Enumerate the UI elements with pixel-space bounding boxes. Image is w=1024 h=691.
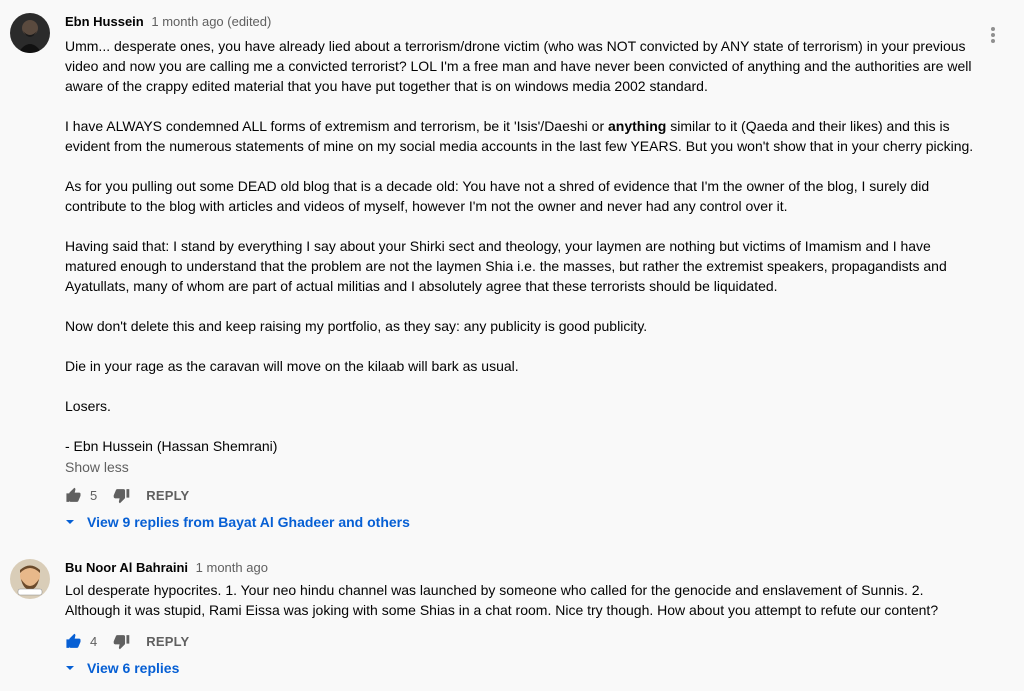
comment-paragraph: Losers. [65,398,111,414]
comment-paragraph: Having said that: I stand by everything I say about your Shirki sect and theology, your laymen are nothing but victims of Imamism and I have matured enough to understand that the problem are not the laymen Shia i.e. the masses, but rather the extremist speakers, propagandists and Ayatullats, many of whom are part of actual militias and I absolutely agree that these terrorists should be liquidated. [65,238,947,294]
thumb-down-icon[interactable] [113,633,130,650]
thumb-up-icon[interactable] [65,487,82,504]
comment-paragraph: As for you pulling out some DEAD old blog that is a decade old: You have not a shred of evidence that I'm the owner of the blog, I surely did contribute to the blog with articles and videos of myself, however I'm not the owner and never had any control over it. [65,178,930,214]
view-replies-button[interactable] [65,660,179,676]
comment-paragraph: Lol desperate hypocrites. 1. Your neo hindu channel was launched by someone who called for the genocide and enslavement of Sunnis. 2. Although it was stupid, Rami Eissa was joking with some Shias in a chat room. Nice try though. How about you attempt to refute our content? [65,582,939,618]
thumb-down-icon[interactable] [113,487,130,504]
comment-body [65,36,980,456]
chevron-down-icon [65,663,75,673]
view-replies-label: View 9 replies from Bayat Al Ghadeer and others [87,514,410,530]
comment-paragraph: Now don't delete this and keep raising my portfolio, as they say: any publicity is good publicity. [65,318,648,334]
comment-paragraph: I have ALWAYS condemned ALL forms of extremism and terrorism, be it 'Isis'/Daeshi or anything similar to it (Qaeda and their likes) and this is evident from the numerous statements of mine on my social media accounts in the last few YEARS. But you won't show that in your cherry picking. [65,118,974,154]
reply-button[interactable]: REPLY [146,487,190,503]
comment-timestamp[interactable]: 1 month ago [195,560,268,575]
comment-actions [65,485,189,505]
show-less-button[interactable]: Show less [65,459,129,475]
comment-paragraph: - Ebn Hussein (Hassan Shemrani) [65,438,278,454]
thumb-up-icon[interactable] [65,633,82,650]
reply-button[interactable]: REPLY [146,633,190,649]
avatar[interactable] [10,559,50,599]
chevron-down-icon [65,517,75,527]
view-replies-button[interactable] [65,514,410,530]
comment-timestamp[interactable]: 1 month ago (edited) [151,14,272,29]
like-count: 5 [90,487,98,503]
more-vertical-icon[interactable] [988,25,998,45]
comment-actions [65,631,189,651]
avatar[interactable] [10,13,50,53]
comment-author[interactable]: Ebn Hussein [65,14,144,29]
view-replies-label: View 6 replies [87,660,180,676]
like-count: 4 [90,633,98,649]
comment-body [65,580,980,620]
comment-paragraph: Die in your rage as the caravan will move on the kilaab will bark as usual. [65,358,519,374]
comment-paragraph: Umm... desperate ones, you have already lied about a terrorism/drone victim (who was NOT convicted by ANY state of terrorism) in your previous video and now you are calling me a convicted terrorist? LOL I'm a free man and have never been convicted of anything and the authorities are well aware of the crappy edited material that you have put together that is on windows media 2002 standard. [65,38,972,94]
comment-author[interactable]: Bu Noor Al Bahraini [65,560,189,575]
